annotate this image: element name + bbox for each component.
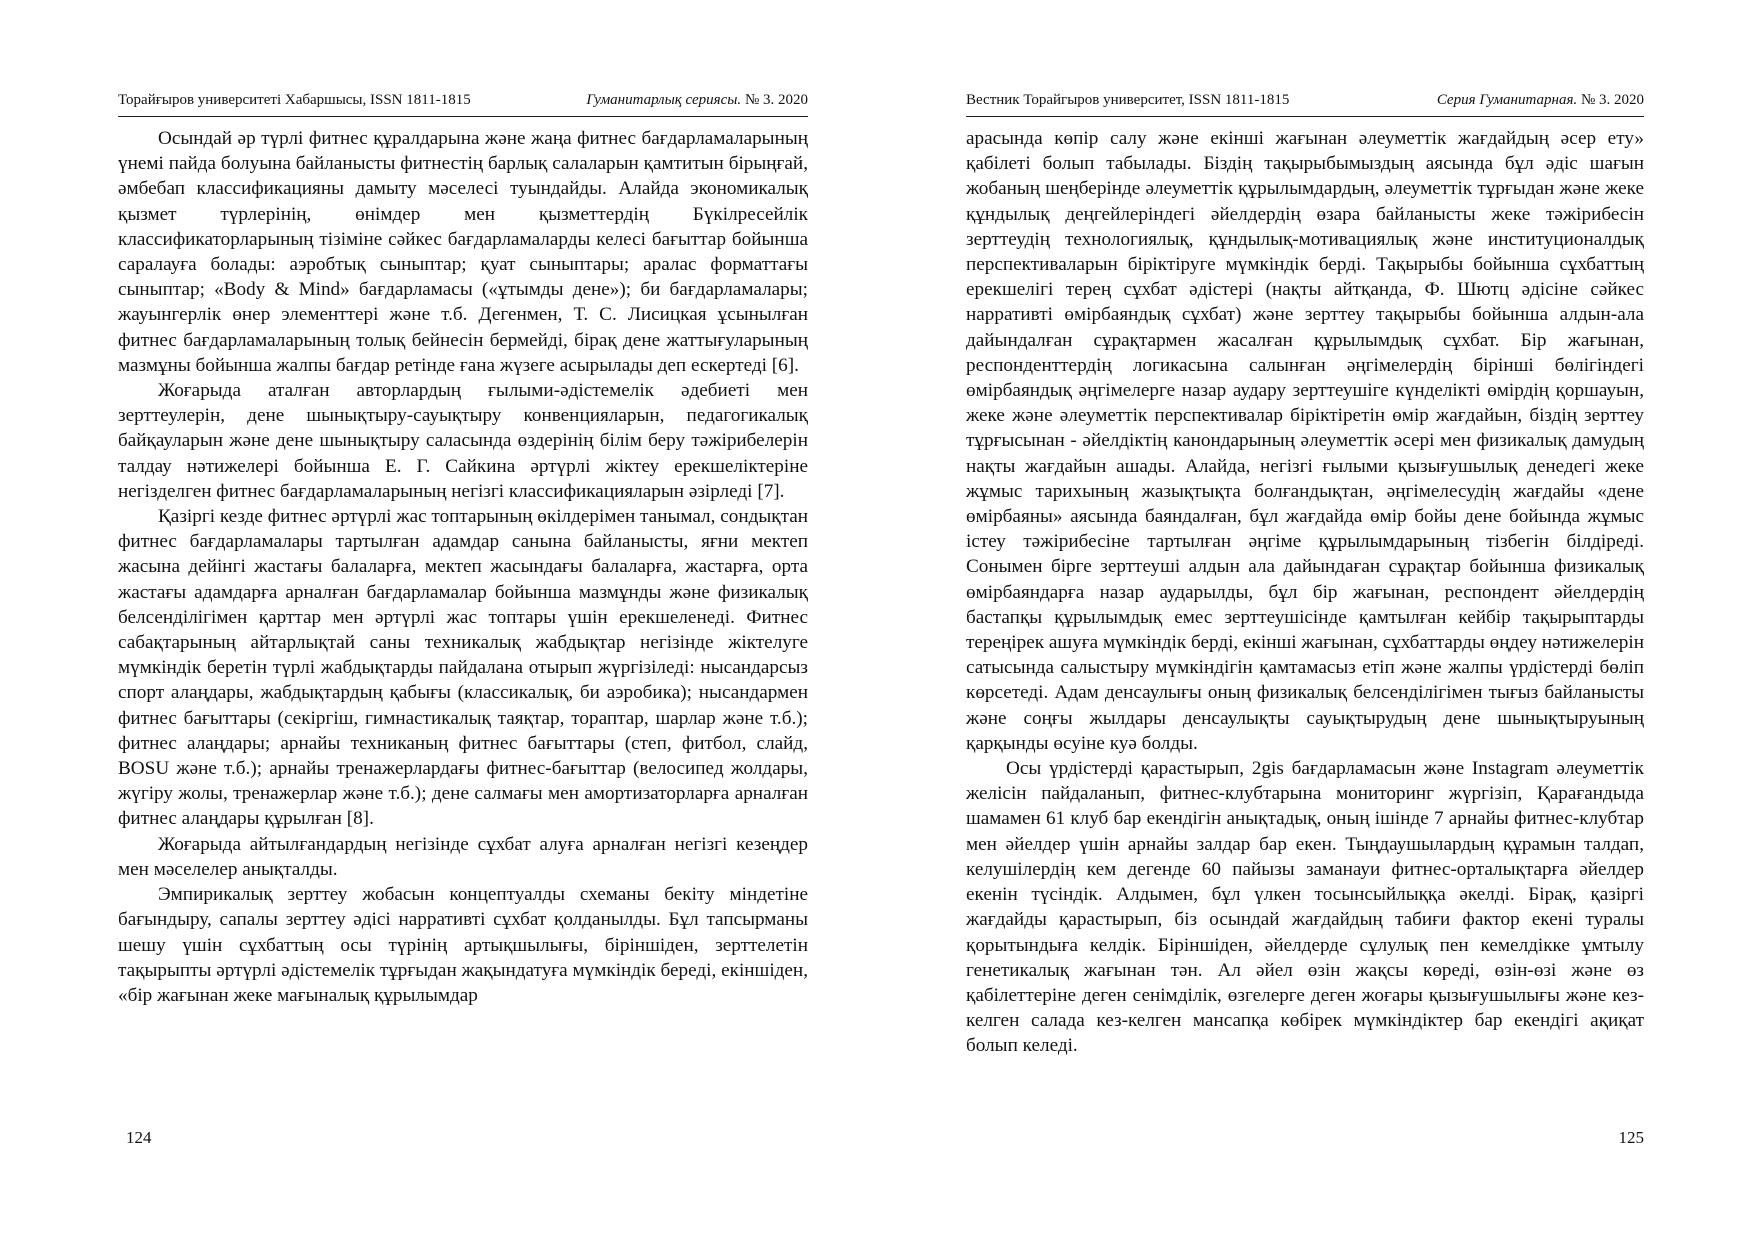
journal-title: Вестник Торайгыров университет, ISSN 1811-1815 — [966, 92, 1290, 108]
paragraph: Жоғарыда айтылғандардың негізінде сұхбат алуға арналған негізгі кезеңдер мен мәселелер анықталды. — [118, 833, 808, 880]
issue-number: № 3. 2020 — [1580, 92, 1644, 108]
page-number: 124 — [126, 1128, 152, 1147]
page-body — [118, 126, 808, 1008]
journal-title: Торайғыров университеті Хабаршысы, ISSN 1811-1815 — [118, 92, 471, 108]
paragraph: арасында көпір салу және екінші жағынан әлеуметтік жағдайдың әсер ету» қабілеті болып табылады. Біздің тақырыбымыздың аясында бұл әдіс шағын жобаның шеңберінде әлеуметтік құрылымдардың, әлеуметтік тұрғыдан және жеке құндылық деңгейлеріндегі әйелдердің өзара байланысты жеке тәжірибесін зерттеудің технологиялық, құндылық-мотивациялық және институционалдық перспективаларын біріктіруге мүмкіндік берді. Тақырыбы бойынша сұхбаттың ерекшелігі терең сұхбат әдістері (нақты айтқанда, Ф. Шютц әдісіне сәйкес нарративті өмірбаяндық сұхбат) және зерттеу тақырыбы бойынша алдын-ала дайындалған сұрақтармен жасалған құрылымдық сұхбат. Бір жағынан, респонденттердің логикасына салынған әңгімелердің бірінші бөлігіндегі өмірбаяндық әңгімелерге назар аудару зерттеушіге күнделікті өмірдің қоршауын, жеке және әлеуметтік перспективалар біріктіретін өмір жағдайын, біздің зерттеу тұрғысынан - әйелдіктің канондарының әлеуметтік әсері мен физикалық дамудың нақты жағдайын ашады. Алайда, негізгі ғылыми қызығушылық денедегі жеке жұмыс тарихының жазықтықта болғандықтан, әңгімелесудің жағдайы «дене өмірбаяны» аясында баяндалған, бұл жағдайда өмір бойы дене бойында жұмыс істеу тәжірибесіне тартылған әңгіме құрылымдарының тізбегін білдіреді. Сонымен бірге зерттеуші алдын ала дайындаған сұрақтар бойынша физикалық өмірбаяндарға назар аударылды, бұл бір жағынан, респондент әйелдердің бастапқы құрылымдық емес зерттеушісінде қамтылған кейбір тақырыптарды тереңірек ашуға мүмкіндік берді, екінші жағынан, сұхбаттарды өңдеу нәтижелерін сатысында салыстыру мүмкіндігін қамтамасыз етіп және жалпы үрдістерді бөліп көрсетеді. Адам денсаулығы оның физикалық белсенділігімен тығыз байланысты және соңғы жылдары денсаулықты сауықтырудың дене шынықтыруының қарқынды өсуіне куә болды. — [966, 128, 1644, 754]
page-body — [966, 126, 1644, 1059]
running-header — [966, 90, 1644, 117]
page-number: 125 — [1618, 1128, 1644, 1147]
running-header — [118, 90, 808, 117]
paragraph: Осы үрдістерді қарастырып, 2gis бағдарламасын және Instagram әлеуметтік желісін пайдаланып, фитнес-клубтарына мониторинг жүргізіп, Қарағандыда шамамен 61 клуб бар екендігін анықтадық, оның ішінде 7 арнайы фитнес-клубтар мен әйелдер үшін арнайы залдар бар екен. Тыңдаушылардың құрамын талдап, келушілердің кем дегенде 60 пайызы заманауи фитнес-орталықтарға әйелдер екенін түсіндік. Алдымен, бұл үлкен тосынсыйлыққа әкелді. Бірақ, қазіргі жағдайды қарастырып, біз осындай жағдайдың табиғи фактор екені туралы қорытындыға келдік. Біріншіден, әйелдерде сұлулық пен кемелдікке ұмтылу генетикалық жағынан тән. Ал әйел өзін жақсы көреді, өзін-өзі және өз қабілеттеріне деген сенімділік, өзгелерге деген жоғары қызығушылығы және кез-келген салада кез-келген мансапқа көбірек мүмкіндіктер бар екендігі ақиқат болып келеді. — [966, 758, 1644, 1057]
paragraph: Жоғарыда аталған авторлардың ғылыми-әдістемелік әдебиеті мен зерттеулерін, дене шынықтыру-сауықтыру конвенцияларын, педагогикалық байқауларын және дене шынықтыру саласында өздерінің білім беру тәжірибелерін талдау нәтижелері бойынша Е. Г. Сайкина әртүрлі жіктеу ерекшеліктеріне негізделген фитнес бағдарламаларының негізгі классификацияларын әзірледі [7]. — [118, 380, 808, 502]
issue-number: № 3. 2020 — [744, 92, 808, 108]
series-title: Серия Гуманитарная. — [1436, 92, 1578, 108]
paragraph: Қазіргі кезде фитнес әртүрлі жас топтарының өкілдерімен танымал, сондықтан фитнес бағдарламалары тартылған адамдар санына байланысты, яғни мектеп жасына дейінгі жастағы балаларға, мектеп жасындағы балаларға, жастарға, орта жастағы адамдарға арналған бағдарламалар бойынша мазмұнды және физикалық белсенділігімен қарттар мен әртүрлі жас топтары үшін ерекшеленеді. Фитнес сабақтарының айтарлықтай саны техникалық жабдықтар негізінде жіктелуге мүмкіндік беретін түрлі жабдықтарды пайдалана отырып жүргізіледі: нысандарсыз спорт алаңдары, жабдықтардың қабығы (классикалық, би аэробика); нысандармен фитнес бағыттары (секіргіш, гимнастикалық таяқтар, тораптар, шарлар және т.б.); фитнес алаңдары; арнайы техниканың фитнес бағыттары (степ, фитбол, слайд, BOSU және т.б.); арнайы тренажерлардағы фитнес-бағыттар (велосипед жолдары, жүгіру жолы, тренажерлар және т.б.); дене салмағы мен амортизаторларға арналған фитнес алаңдары құрылған [8]. — [118, 506, 808, 830]
paragraph: Эмпирикалық зерттеу жобасын концептуалды схеманы бекіту міндетіне бағындыру, сапалы зерттеу әдісі нарративті сұхбат қолданылды. Бұл тапсырманы шешу үшін сұхбаттың осы түрінің артықшылығы, біріншіден, зерттелетін тақырыпты әртүрлі әдістемелік тұрғыдан жақындатуға мүмкіндік береді, екіншіден, «бір жағынан жеке мағыналық құрылымдар — [118, 884, 808, 1006]
paragraph: Осындай әр түрлі фитнес құралдарына және жаңа фитнес бағдарламаларының үнемі пайда болуына байланысты фитнестің барлық салаларын қамтитын бірыңғай, әмбебап классификацияны дамыту мәселесі туындайды. Алайда экономикалық қызмет түрлерінің, өнімдер мен қызметтердің Бүкілресейлік классификаторларының тізіміне сәйкес бағдарламаларды келесі бағыттар бойынша саралауға болады: аэробтық сыныптар; қуат сыныптары; аралас форматтағы сыныптар; «Body & Mind» бағдарламасы («ұтымды дене»); би бағдарламалары; жауынгерлік өнер элементтері және т.б. Дегенмен, Т. С. Лисицкая ұсынылған фитнес бағдарламаларының толық бейнесін бермейді, бірақ дене жаттығуларының мазмұны бойынша жалпы бағдар ретінде ғана жүзеге асырылады деп ескертеді [6]. — [118, 128, 808, 376]
series-title: Гуманитарлық сериясы. — [586, 92, 742, 108]
